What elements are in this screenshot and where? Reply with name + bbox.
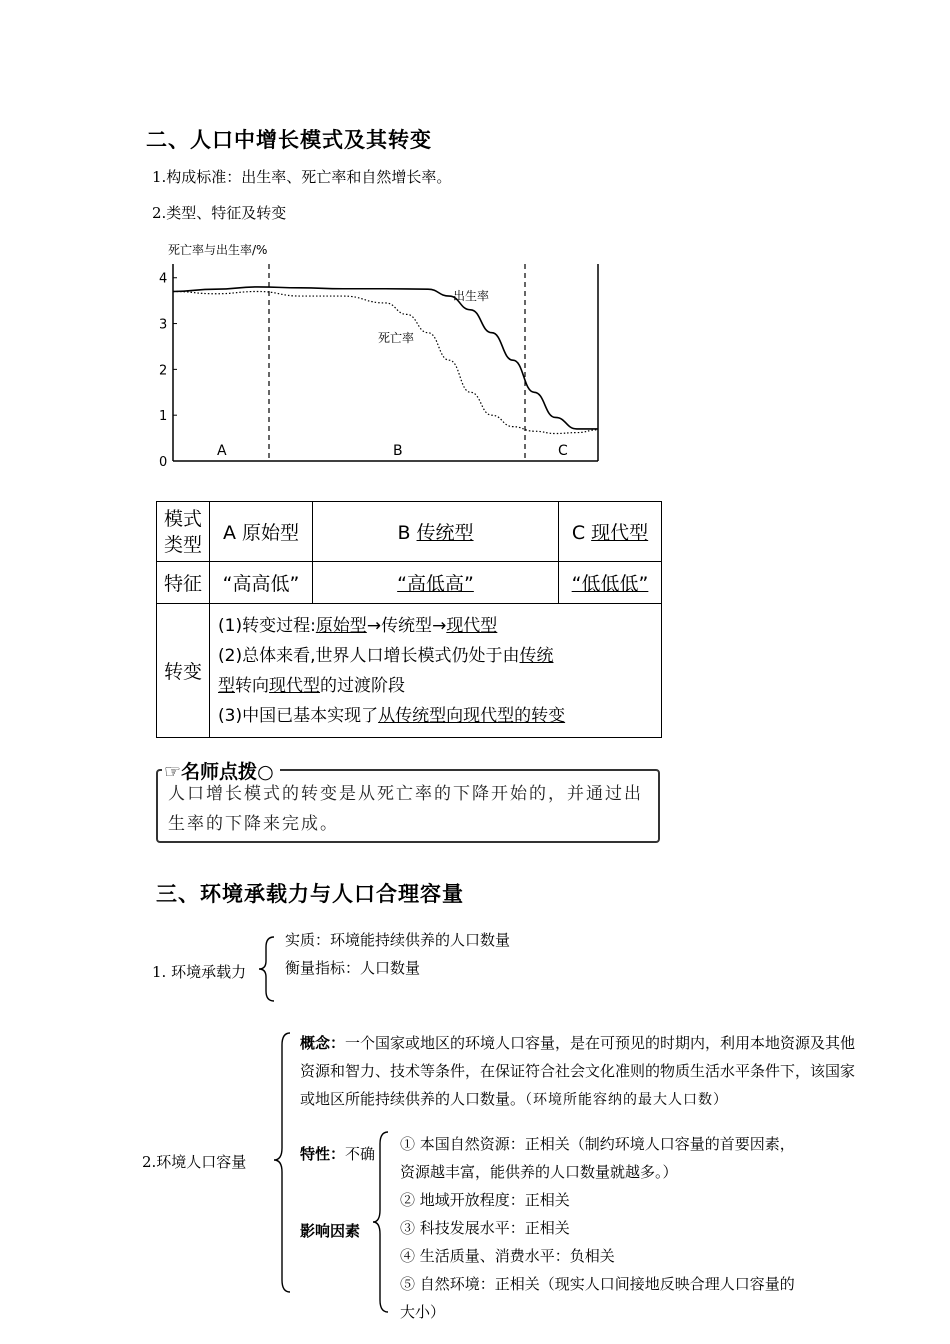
feature-c-text: “低低低” (571, 573, 649, 595)
l1-a: 原始型 (315, 615, 367, 636)
table-row (157, 562, 662, 604)
env-capacity-label: 1. 环境承载力 (152, 963, 247, 981)
transition-line1 (218, 611, 653, 641)
stage-label-a: A (217, 443, 227, 459)
large-brace-icon (272, 1030, 294, 1295)
list-item: ① 本国自然资源：正相关（制约环境人口容量的首要因素，资源越丰富，能供养的人口数量就越多。） (400, 1135, 795, 1181)
tip-header (162, 757, 280, 784)
arrow-right-icon: → (432, 615, 447, 636)
transition-line3 (218, 701, 653, 731)
transition-cell (210, 604, 662, 738)
concept-text: 一个国家或地区的环境人口容量，是在可预见的时期内，利用本地资源及其他资源和智力、技术等条件，在保证符合社会文化准则的物质生活水平条件下，该国家或地区所能持续供养的人口数量。 (300, 1034, 856, 1108)
concept-paragraph (300, 1029, 866, 1114)
type-a: A 原始型 (210, 502, 313, 562)
type-c-prefix: C (571, 522, 592, 544)
stage-label-c: C (558, 443, 568, 459)
brace-icon (258, 935, 278, 1003)
env-essence: 实质：环境能持续供养的人口数量 (285, 931, 511, 949)
row3-header: 转变 (157, 604, 210, 738)
y-tick-label: 3 (159, 317, 168, 333)
list-item: ⑤ 自然环境：正相关（现实人口间接地反映合理人口容量的大小） (400, 1275, 795, 1321)
birth-rate-label: 出生率 (453, 289, 490, 303)
transition-line2 (218, 641, 653, 701)
table-row (157, 502, 662, 562)
death-rate-label: 死亡率 (378, 331, 415, 345)
section3-title: 三、环境承载力与人口合理容量 (156, 882, 464, 906)
section2-title: 二、人口中增长模式及其转变 (146, 128, 432, 152)
l1-b: 传统型 (381, 615, 433, 636)
tip-box: 人口增长模式的转变是从死亡率的下降开始的，并通过出生率的下降来完成。 (156, 769, 660, 843)
birth-rate-line (173, 287, 598, 429)
y-tick-label: 1 (159, 409, 168, 425)
l3-a: 从传统型向现代型的转变 (378, 705, 566, 726)
row1-header: 模式类型 (157, 502, 210, 562)
list-item: ② 地域开放程度：正相关 (400, 1191, 570, 1209)
section2-item2: 2.类型、特征及转变 (152, 204, 287, 222)
l3-prefix: (3)中国已基本实现了 (218, 705, 379, 726)
transition-chart (150, 238, 610, 470)
factors-head: 影响因素 (300, 1222, 361, 1240)
feature-a: “高高低” (210, 562, 313, 604)
type-c (559, 502, 662, 562)
row2-header: 特征 (157, 562, 210, 604)
arrow-right-icon: → (366, 615, 382, 636)
property-text: 不确 (345, 1145, 376, 1163)
growth-mode-table (156, 501, 662, 738)
l2-c: 现代型 (269, 675, 320, 696)
property-line (300, 1144, 375, 1164)
env-measure: 衡量指标：人口数量 (285, 959, 421, 977)
type-b-name: 传统型 (416, 522, 474, 544)
concept-head: 概念： (300, 1034, 346, 1052)
l2-prefix: (2)总体来看,世界人口增长模式仍处于由 (218, 645, 520, 666)
type-c-name: 现代型 (591, 522, 649, 544)
y-tick-label: 2 (159, 363, 168, 379)
feature-b (313, 562, 559, 604)
type-b-prefix: B (397, 522, 417, 544)
factors-list (388, 1130, 808, 1322)
stage-label-b: B (393, 443, 403, 459)
table-row (157, 604, 662, 738)
l2-b: 型 (218, 675, 235, 696)
circle-icon: ○ (257, 761, 274, 783)
y-tick-label: 0 (159, 455, 168, 470)
y-axis-ticks (159, 272, 177, 470)
l2-suffix: 的过渡阶段 (320, 675, 405, 696)
pointing-hand-icon: ☞ (164, 761, 182, 783)
l1-c: 现代型 (446, 615, 498, 636)
l1-prefix: (1)转变过程: (218, 615, 316, 636)
chart-title: 死亡率与出生率/% (168, 243, 268, 257)
section2-item1: 1.构成标准：出生率、死亡率和自然增长率。 (152, 168, 452, 186)
pop-capacity-label: 2.环境人口容量 (142, 1153, 247, 1171)
property-head: 特性： (300, 1145, 346, 1163)
list-item: ④ 生活质量、消费水平：负相关 (400, 1247, 615, 1265)
death-rate-line (173, 291, 598, 433)
list-item: ③ 科技发展水平：正相关 (400, 1219, 570, 1237)
l2-mid: 转向 (235, 675, 269, 696)
l2-a: 传统 (519, 645, 554, 666)
type-b (313, 502, 559, 562)
feature-b-text: “高低高” (397, 573, 474, 595)
y-tick-label: 4 (159, 271, 168, 287)
tip-title: 名师点拨 (181, 761, 258, 783)
feature-c (559, 562, 662, 604)
concept-note: （环境所能容纳的最大人口数） (525, 1092, 729, 1108)
